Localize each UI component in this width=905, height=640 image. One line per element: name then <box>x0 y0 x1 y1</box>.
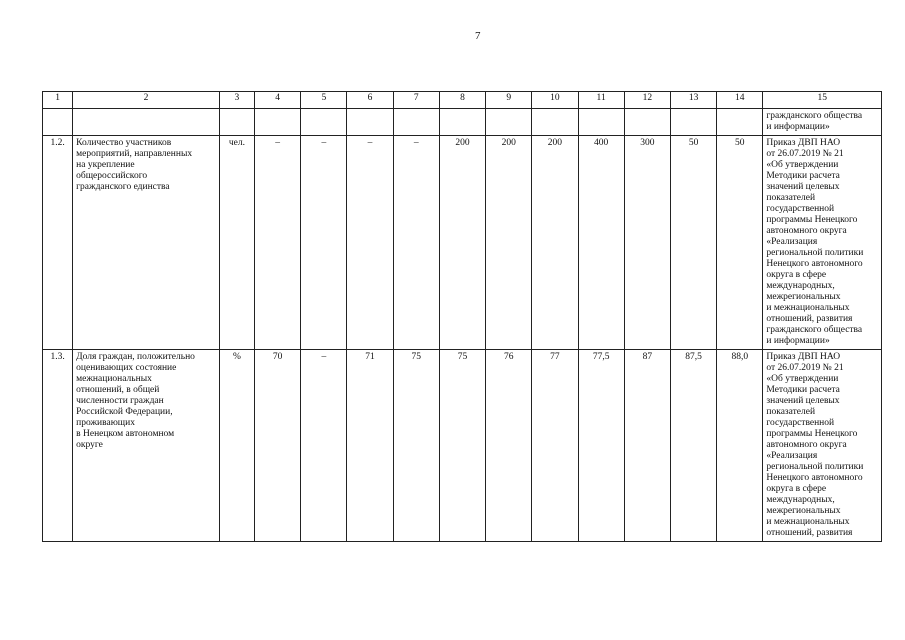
header-cell: 15 <box>763 92 882 109</box>
indicator-name-line: Количество участников <box>76 138 172 148</box>
indicator-name <box>73 350 220 542</box>
source-line: Ненецкого автономного <box>766 259 863 269</box>
header-cell: 5 <box>301 92 347 109</box>
value-cell: 200 <box>439 136 485 350</box>
source-line: «Реализация <box>766 237 818 247</box>
source-line: региональной политики <box>766 248 864 258</box>
header-cell: 3 <box>219 92 254 109</box>
empty-cell <box>532 109 578 136</box>
source-line: международных, <box>766 281 835 291</box>
value-cell: 300 <box>624 136 670 350</box>
source-line: округа в сфере <box>766 484 827 494</box>
value-cell: 75 <box>439 350 485 542</box>
empty-cell <box>486 109 532 136</box>
source-line: региональной политики <box>766 462 864 472</box>
source-line: «Об утверждении <box>766 160 839 170</box>
value-cell: 200 <box>532 136 578 350</box>
empty-cell <box>578 109 624 136</box>
source-line: показателей <box>766 193 816 203</box>
header-cell: 2 <box>73 92 220 109</box>
value-cell: 77 <box>532 350 578 542</box>
header-cell: 13 <box>670 92 716 109</box>
source-line: и межнациональных <box>766 517 850 527</box>
source-cell <box>763 136 882 350</box>
source-line: от 26.07.2019 № 21 <box>766 149 844 159</box>
indicator-name-line: отношений, в общей <box>76 385 160 395</box>
indicator-name-line: Российской Федерации, <box>76 407 173 417</box>
source-line: Методики расчета <box>766 171 840 181</box>
empty-cell <box>254 109 300 136</box>
empty-cell <box>219 109 254 136</box>
value-cell: 50 <box>670 136 716 350</box>
source-line: отношений, развития <box>766 528 853 538</box>
indicator-name-line: Доля граждан, положительно <box>76 352 195 362</box>
table-header-row <box>43 92 882 109</box>
source-line: гражданского общества <box>766 111 863 121</box>
source-line: округа в сфере <box>766 270 827 280</box>
header-cell: 8 <box>439 92 485 109</box>
unit-cell: чел. <box>219 136 254 350</box>
source-line: значений целевых <box>766 182 840 192</box>
source-line: и информации» <box>766 336 830 346</box>
source-line: Ненецкого автономного <box>766 473 863 483</box>
indicator-name-line: оценивающих состояние <box>76 363 177 373</box>
source-line: государственной <box>766 418 835 428</box>
source-cell <box>763 109 882 136</box>
value-cell: – <box>301 136 347 350</box>
value-cell: 70 <box>254 350 300 542</box>
value-cell: 87 <box>624 350 670 542</box>
source-line: межрегиональных <box>766 292 841 302</box>
indicator-name-line: мероприятий, направленных <box>76 149 193 159</box>
header-cell: 6 <box>347 92 393 109</box>
value-cell: – <box>301 350 347 542</box>
header-cell: 10 <box>532 92 578 109</box>
indicator-name-line: межнациональных <box>76 374 152 384</box>
source-line: Методики расчета <box>766 385 840 395</box>
header-cell: 12 <box>624 92 670 109</box>
header-cell: 7 <box>393 92 439 109</box>
source-line: автономного округа <box>766 440 847 450</box>
value-cell: 77,5 <box>578 350 624 542</box>
value-cell: 87,5 <box>670 350 716 542</box>
table-row <box>43 136 882 350</box>
empty-cell <box>301 109 347 136</box>
row-number: 1.3. <box>43 350 73 542</box>
value-cell: 50 <box>717 136 763 350</box>
header-cell: 9 <box>486 92 532 109</box>
empty-cell <box>717 109 763 136</box>
header-cell: 1 <box>43 92 73 109</box>
table-row <box>43 350 882 542</box>
indicator-name-line: на укрепление <box>76 160 135 170</box>
source-line: и информации» <box>766 122 830 132</box>
empty-cell <box>43 109 73 136</box>
source-line: гражданского общества <box>766 325 863 335</box>
header-cell: 11 <box>578 92 624 109</box>
empty-cell <box>439 109 485 136</box>
source-line: государственной <box>766 204 835 214</box>
source-line: программы Ненецкого <box>766 215 858 225</box>
empty-cell <box>73 109 220 136</box>
indicator-name-line: округе <box>76 440 103 450</box>
continuation-row <box>43 109 882 136</box>
value-cell: 75 <box>393 350 439 542</box>
empty-cell <box>624 109 670 136</box>
indicators-table <box>42 91 882 542</box>
indicator-name-line: проживающих <box>76 418 135 428</box>
source-line: «Об утверждении <box>766 374 839 384</box>
source-line: межрегиональных <box>766 506 841 516</box>
source-line: и межнациональных <box>766 303 850 313</box>
value-cell: 200 <box>486 136 532 350</box>
empty-cell <box>347 109 393 136</box>
source-line: значений целевых <box>766 396 840 406</box>
source-line: показателей <box>766 407 816 417</box>
source-line: Приказ ДВП НАО <box>766 138 841 148</box>
source-line: «Реализация <box>766 451 818 461</box>
value-cell: 88,0 <box>717 350 763 542</box>
header-cell: 14 <box>717 92 763 109</box>
source-cell <box>763 350 882 542</box>
row-number: 1.2. <box>43 136 73 350</box>
source-line: отношений, развития <box>766 314 853 324</box>
indicator-name-line: в Ненецком автономном <box>76 429 175 439</box>
value-cell: – <box>347 136 393 350</box>
source-line: от 26.07.2019 № 21 <box>766 363 844 373</box>
source-line: автономного округа <box>766 226 847 236</box>
empty-cell <box>393 109 439 136</box>
page-number: 7 <box>475 30 481 42</box>
indicator-name-line: численности граждан <box>76 396 164 406</box>
value-cell: – <box>393 136 439 350</box>
indicator-name-line: гражданского единства <box>76 182 170 192</box>
source-line: Приказ ДВП НАО <box>766 352 841 362</box>
value-cell: 76 <box>486 350 532 542</box>
source-line: международных, <box>766 495 835 505</box>
indicator-name <box>73 136 220 350</box>
header-cell: 4 <box>254 92 300 109</box>
unit-cell: % <box>219 350 254 542</box>
empty-cell <box>670 109 716 136</box>
value-cell: 71 <box>347 350 393 542</box>
indicator-name-line: общероссийского <box>76 171 148 181</box>
table-body <box>43 92 882 542</box>
value-cell: – <box>254 136 300 350</box>
source-line: программы Ненецкого <box>766 429 858 439</box>
value-cell: 400 <box>578 136 624 350</box>
